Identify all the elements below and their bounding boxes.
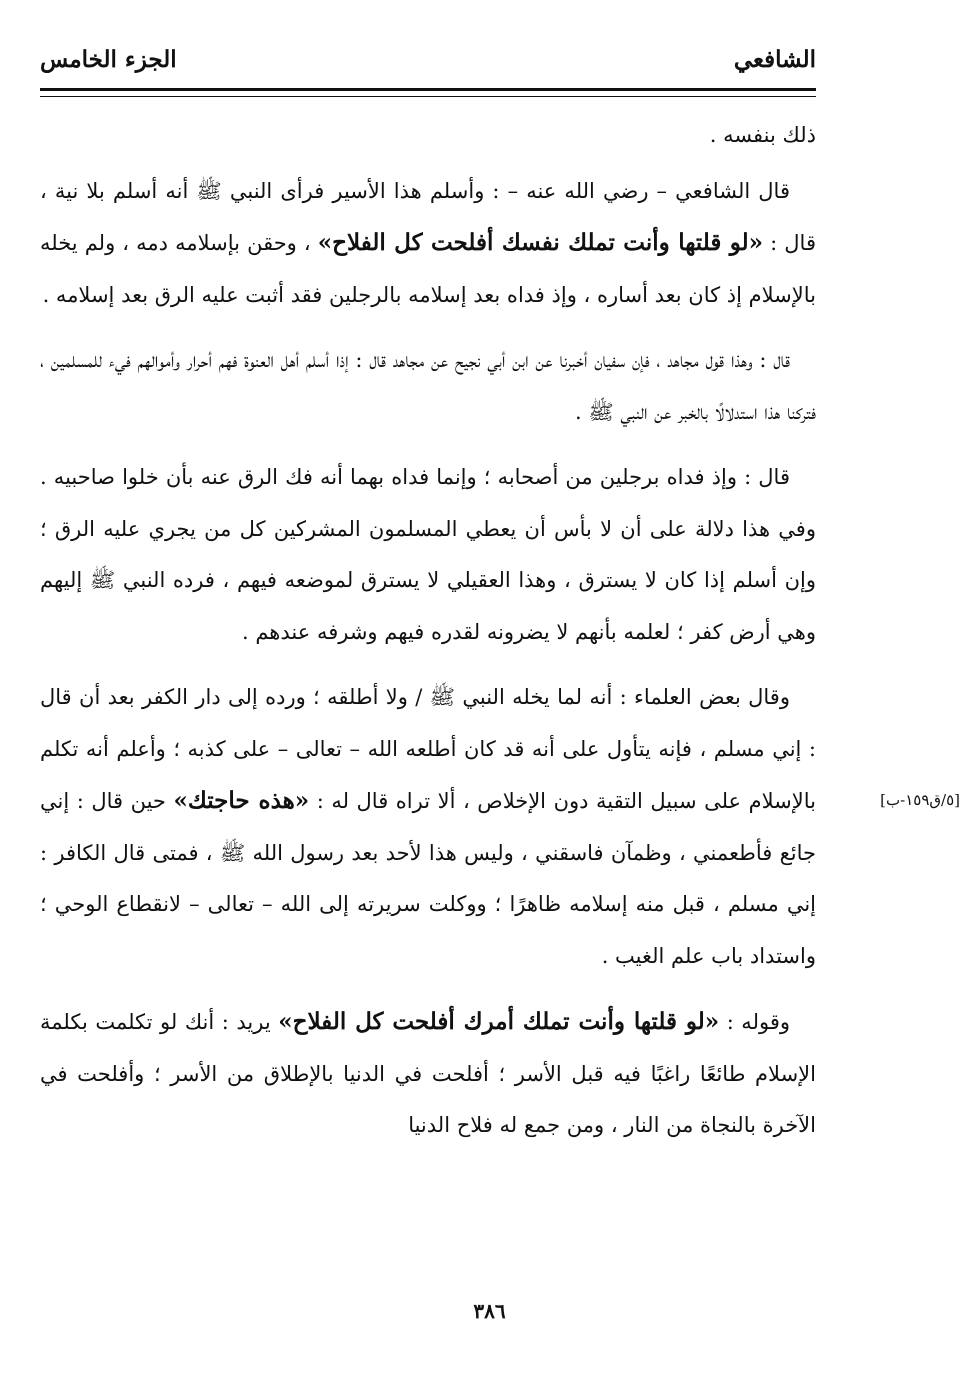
paragraph-1-text: قال الشافعي – رضي الله عنه – : وأسلم هذا الأسير فرأى النبي ﷺ أنه أسلم بلا نية ، قال : (40, 178, 816, 255)
hadith-quote-1: «لو قلتها وأنت تملك نفسك أفلحت كل الفلاح» (317, 229, 764, 256)
paragraph-1 (40, 166, 816, 322)
paragraph-4 (40, 672, 816, 982)
hadith-quote-2: «هذه حاجتك» (173, 787, 310, 814)
paragraph-1-text-end: ، وحقن بإسلامه دمه ، ولم يخله بالإسلام إذ كان بعد أساره ، وإذ فداه بعد إسلامه بالرجلين فقد أثبت عليه الرق بعد إسلامه . (40, 231, 816, 307)
header-rule-thick (40, 88, 816, 91)
paragraph-4-text-end: حين قال : إني جائع فأطعمني ، وظمآن فاسقني ، وليس هذا لأحد بعد رسول الله ﷺ ، فمتى قال الكافر : إني مسلم ، قبل منه إسلامه ظاهرًا ؛ ووكلت سريرته إلى الله – تعالى – لانقطاع الوحي ؛ واستداد باب علم الغيب . (40, 789, 816, 968)
manuscript-folio-note: [٥/ق١٥٩-ب] (880, 791, 960, 809)
header-rule-thin (40, 96, 816, 97)
paragraph-5 (40, 996, 816, 1152)
paragraph-3: قال : وإذ فداه برجلين من أصحابه ؛ وإنما فداه بهما أنه فك الرق عنه بأن خلوا صاحبيه . وفي هذا دلالة على أن لا بأس أن يعطي المسلمون المشركين كل من يجري عليه الرق ؛ وإن أسلم إذا كان لا يسترق ، وهذا العقيلي لا يسترق لموضعه فيهم ، فرده النبي ﷺ إليهم وهي أرض كفر ؛ لعلمه بأنهم لا يضرونه لقدره فيهم وشرفه عندهم . (40, 465, 816, 644)
page-number: ٣٨٦ (473, 1299, 506, 1323)
header-book-title: الشافعي (733, 46, 816, 73)
hadith-quote-3: «لو قلتها وأنت تملك أمرك أفلحت كل الفلاح» (278, 1008, 720, 1035)
paragraph-continuation: ذلك بنفسه . (709, 123, 816, 147)
header-volume: الجزء الخامس (40, 46, 177, 73)
paragraph-5-text-end: يريد : أنك لو تكلمت بكلمة الإسلام طائعًا راغبًا فيه قبل الأسر ؛ أفلحت في الدنيا بالإطلاق من الأسر ؛ وأفلحت في الآخرة بالنجاة من النار ، ومن جمع له فلاح الدنيا (40, 1010, 816, 1137)
running-header (40, 42, 816, 82)
main-text (40, 110, 816, 1166)
paragraph-4-text: وقال بعض العلماء : أنه لما يخله النبي ﷺ / ولا أطلقه ؛ ورده إلى دار الكفر بعد أن قال : إني مسلم ، فإنه يتأول على أنه قد كان أطلعه الله – تعالى – على كذبه ؛ وأعلم أنه تكلم بالإسلام على سبيل التقية دون الإخلاص ، ألا تراه قال له : (40, 685, 816, 813)
paragraph-2: قال : وهذا قول مجاهد ، فإن سفيان أخبرنا عن ابن أبي نجيح عن مجاهد قال : إذا أسلم أهل العنوة فهم أحرار وأموالهم فيء للمسلمين ، فتركنا هذا استدلالًا بالخبر عن النبي ﷺ . (40, 348, 816, 424)
paragraph-5-text: وقوله : (719, 1010, 790, 1034)
